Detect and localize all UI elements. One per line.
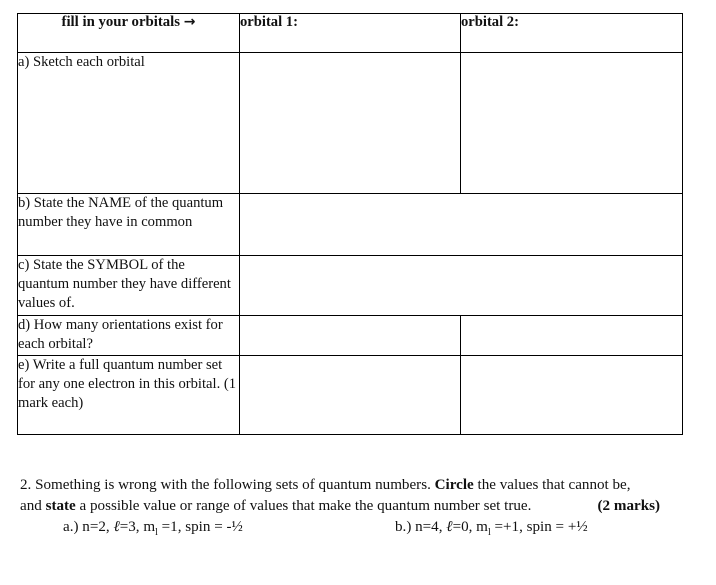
state-keyword: state [45, 498, 76, 514]
row-d-orientations [18, 316, 683, 356]
question-2-line-2 [20, 496, 690, 517]
question-d: d) How many orientations exist for each orbital? [18, 316, 240, 356]
set-a-ell-value: =3, m [119, 519, 156, 535]
orbital-1-header: orbital 1: [240, 14, 461, 53]
question-2-line-1 [20, 475, 690, 496]
orbital-2-header: orbital 2: [461, 14, 683, 53]
row-a-sketch [18, 53, 683, 194]
orbital-worksheet-table [17, 13, 683, 435]
question-a: a) Sketch each orbital [18, 53, 240, 194]
q2-line2-end: a possible value or range of values that make the quantum number set true. [75, 498, 532, 514]
set-b-ell-value: =0, m [452, 519, 488, 535]
answer-e-orbital-1[interactable] [240, 356, 461, 435]
set-a-ml-sub: l [155, 527, 158, 539]
set-b-ml-value: =+1, spin = +½ [490, 519, 588, 535]
answer-a-orbital-1[interactable] [240, 53, 461, 194]
set-b-ml-sub: l [487, 527, 491, 539]
set-b-prefix: b.) n=4, [395, 519, 447, 535]
answer-a-orbital-2[interactable] [461, 53, 683, 194]
marks-label: (2 marks) [597, 498, 660, 514]
circle-keyword: Circle [434, 477, 474, 493]
answer-d-orbital-1[interactable] [240, 316, 461, 356]
question-c: c) State the SYMBOL of the quantum number they have different values of. [18, 256, 240, 316]
question-2 [20, 475, 690, 539]
right-arrow-icon: → [183, 14, 196, 30]
answer-c-symbol[interactable] [240, 256, 683, 316]
question-e: e) Write a full quantum number set for any one electron in this orbital. (1 mark each) [18, 356, 240, 435]
answer-e-orbital-2[interactable] [461, 356, 683, 435]
table-header-row [18, 14, 683, 53]
row-b-name [18, 194, 683, 256]
set-a-ell: ℓ [113, 519, 120, 535]
q2-text-end: the values that cannot be, [473, 477, 631, 493]
quantum-set-a [63, 517, 243, 543]
set-a-prefix: a.) n=2, [63, 519, 114, 535]
answer-b-common-name[interactable] [240, 194, 683, 256]
row-e-quantum-set [18, 356, 683, 435]
prompt-text: fill in your orbitals [61, 14, 181, 30]
q2-text-start: 2. Something is wrong with the following sets of quantum numbers. [20, 477, 435, 493]
quantum-set-b [395, 517, 588, 543]
fill-in-orbitals-prompt [18, 14, 240, 53]
quantum-number-sets [20, 517, 690, 539]
answer-d-orbital-2[interactable] [461, 316, 683, 356]
set-b-ell: ℓ [446, 519, 453, 535]
row-c-symbol [18, 256, 683, 316]
set-a-ml-value: =1, spin = -½ [157, 519, 243, 535]
question-b: b) State the NAME of the quantum number they have in common [18, 194, 240, 256]
q2-line2-start: and [20, 498, 46, 514]
